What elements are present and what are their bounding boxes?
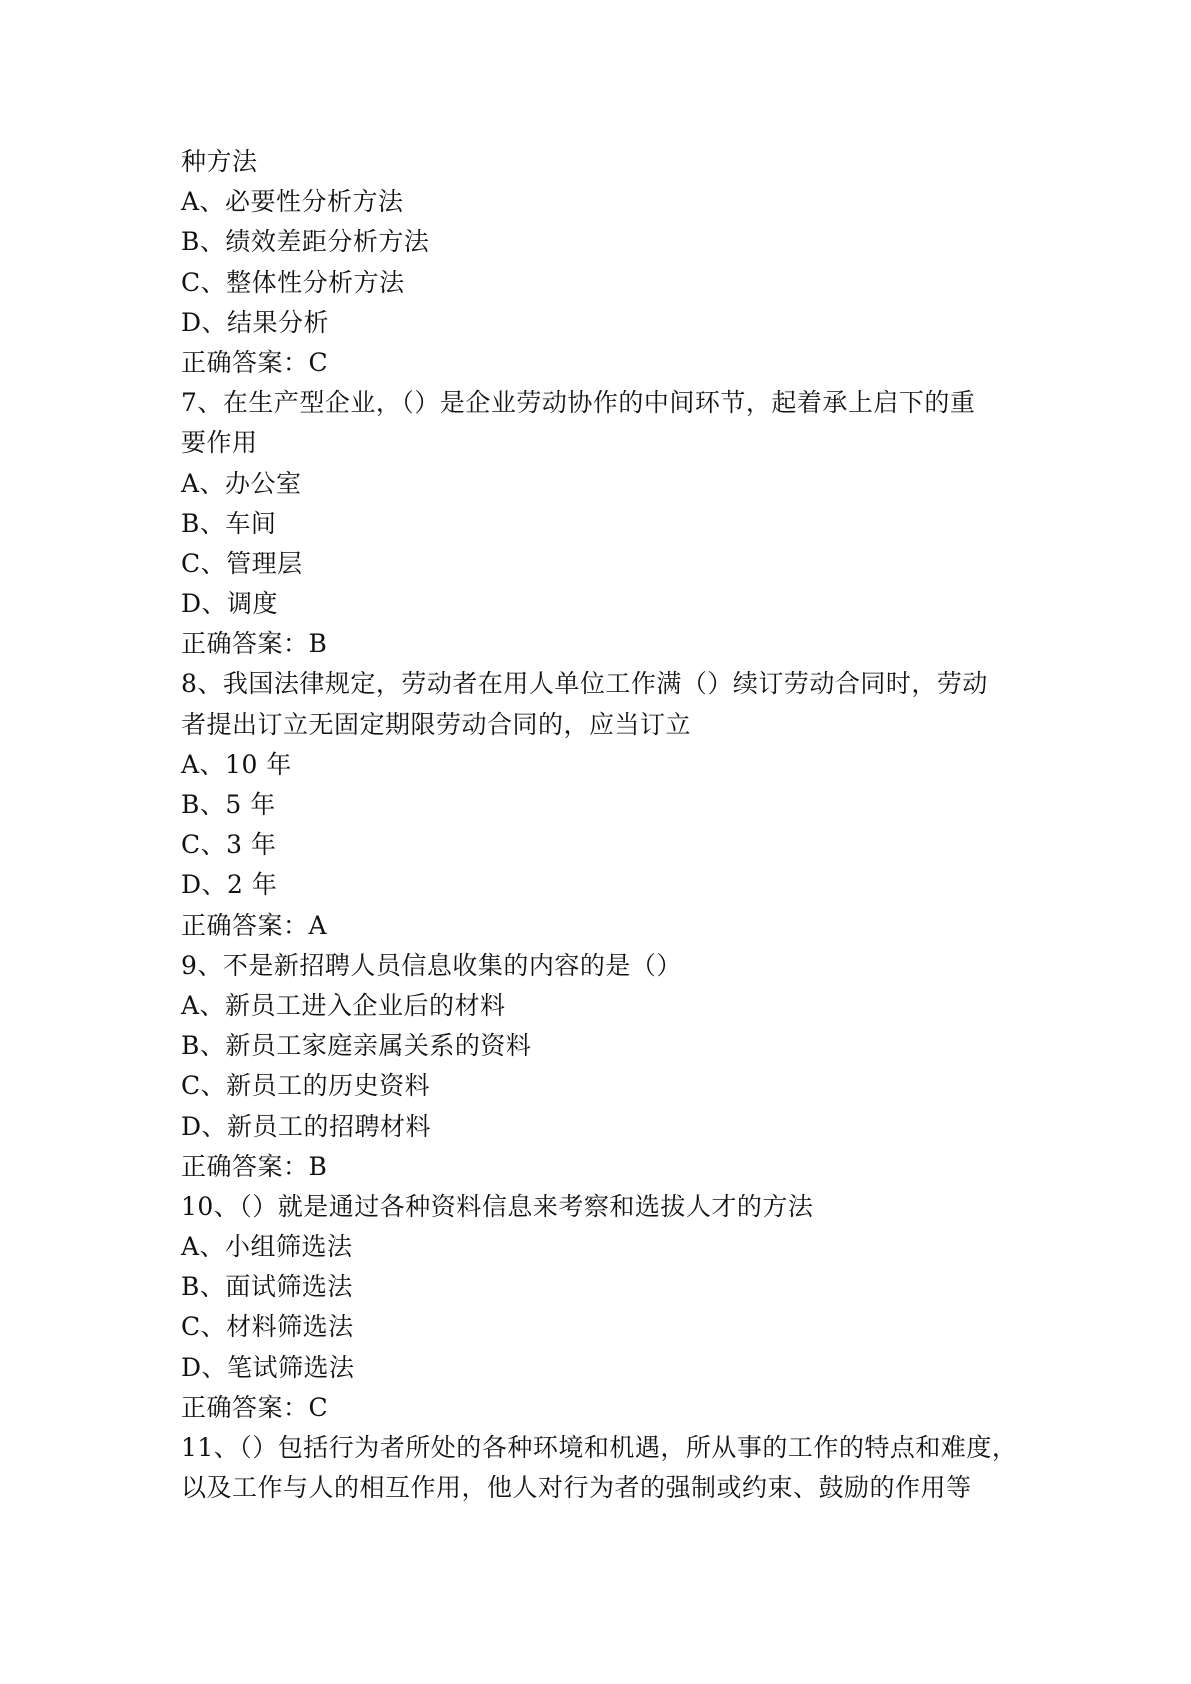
option-a: A、必要性分析方法 [181, 187, 404, 217]
option-c: C、新员工的历史资料 [181, 1071, 431, 1101]
option-d: D、笔试筛选法 [181, 1352, 355, 1382]
question-11-line-2: 以及工作与人的相互作用，他人对行为者的强制或约束、鼓励的作用等 [181, 1473, 972, 1503]
answer-line: 正确答案：B [181, 629, 328, 659]
option-d: D、结果分析 [181, 307, 330, 337]
option-b: B、面试筛选法 [181, 1272, 353, 1302]
question-9-line-1: 9、不是新招聘人员信息收集的内容的是（） [181, 950, 682, 980]
answer-line: 正确答案：C [181, 1392, 329, 1422]
option-c: C、管理层 [181, 548, 303, 578]
option-a: A、办公室 [181, 468, 302, 498]
option-a: A、小组筛选法 [181, 1232, 353, 1262]
question-8-line-2: 者提出订立无固定期限劳动合同的，应当订立 [181, 709, 692, 739]
option-b: B、5 年 [181, 790, 276, 819]
answer-line: 正确答案：C [181, 347, 329, 377]
option-c: C、材料筛选法 [181, 1312, 354, 1342]
text-line: 种方法 [181, 147, 258, 176]
question-8-line-1: 8、我国法律规定，劳动者在用人单位工作满（）续订劳动合同时，劳动 [181, 669, 988, 699]
question-7-line-1: 7、在生产型企业，（）是企业劳动协作的中间环节，起着承上启下的重 [181, 388, 976, 418]
option-d: D、新员工的招聘材料 [181, 1111, 432, 1141]
option-b: B、新员工家庭亲属关系的资料 [181, 1031, 532, 1061]
option-a: A、新员工进入企业后的材料 [181, 990, 506, 1020]
option-d: D、2 年 [181, 870, 278, 900]
option-a: A、10 年 [181, 749, 292, 779]
option-c: C、3 年 [181, 830, 277, 860]
answer-line: 正确答案：A [181, 910, 328, 940]
option-c: C、整体性分析方法 [181, 267, 405, 297]
option-d: D、调度 [181, 589, 279, 619]
answer-line: 正确答案：B [181, 1151, 328, 1181]
question-10-line-1: 10、（）就是通过各种资料信息来考察和选拔人才的方法 [181, 1191, 814, 1221]
option-b: B、车间 [181, 508, 277, 538]
document-page [181, 142, 1021, 1508]
question-7-line-2: 要作用 [181, 428, 258, 458]
question-11-line-1: 11、（）包括行为者所处的各种环境和机遇，所从事的工作的特点和难度， [181, 1433, 1018, 1462]
option-b: B、绩效差距分析方法 [181, 227, 430, 257]
